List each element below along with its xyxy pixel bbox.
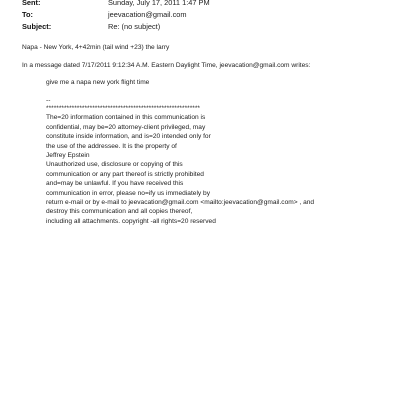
sent-label: Sent: [22,0,41,7]
email-header [22,0,392,33]
reply-text: Napa - New York, 4+42min (tail wind +23) the larry [22,44,170,51]
disclaimer-line: Jeffrey Epstein [46,151,90,159]
disclaimer-line: ************************************************************ [46,105,200,112]
disclaimer-line: and=may be unlawful. If you have received this [46,180,184,188]
quoted-request: give me a napa new york flight time [46,79,150,86]
disclaimer-line: the use of the addressee. It is the property of [46,142,177,150]
sent-value: Sunday, July 17, 2011 1:47 PM [108,0,210,7]
disclaimer-line: communication in error, please no=ify us immediately by [46,189,211,197]
disclaimer-line: confidential, may be=20 attorney-client privileged, may [46,123,206,131]
subject-row [22,21,392,33]
subject-value: Re: (no subject) [108,22,161,31]
disclaimer-line: The=20 information contained in this communication is [46,114,206,122]
quoted-message-intro: In a message dated 7/17/2011 9:12:34 A.M. Eastern Daylight Time, jeevacation@gmail.com writes: [22,62,311,69]
to-row [22,9,392,21]
disclaimer-line: destroy this communication and all copies thereof, [46,208,193,216]
to-value: jeevacation@gmail.com [108,10,187,19]
sent-row [22,0,392,9]
disclaimer-line: including all attachments. copyright -all rights=20 reserved [46,217,216,225]
disclaimer-line: communication or any part thereof is strictly prohibited [46,170,204,178]
to-label: To: [22,10,33,19]
subject-label: Subject: [22,22,52,31]
disclaimer-line: return e-mail or by e-mail to jeevacation@gmail.com <mailto:jeevacation@gmail.com> , and [46,198,315,206]
signature-separator: -- [46,97,51,104]
disclaimer-line: Unauthorized use, disclosure or copying of this [46,161,183,169]
confidentiality-disclaimer [46,104,386,226]
disclaimer-line: constitute inside information, and is=20 intended only for [46,133,211,141]
